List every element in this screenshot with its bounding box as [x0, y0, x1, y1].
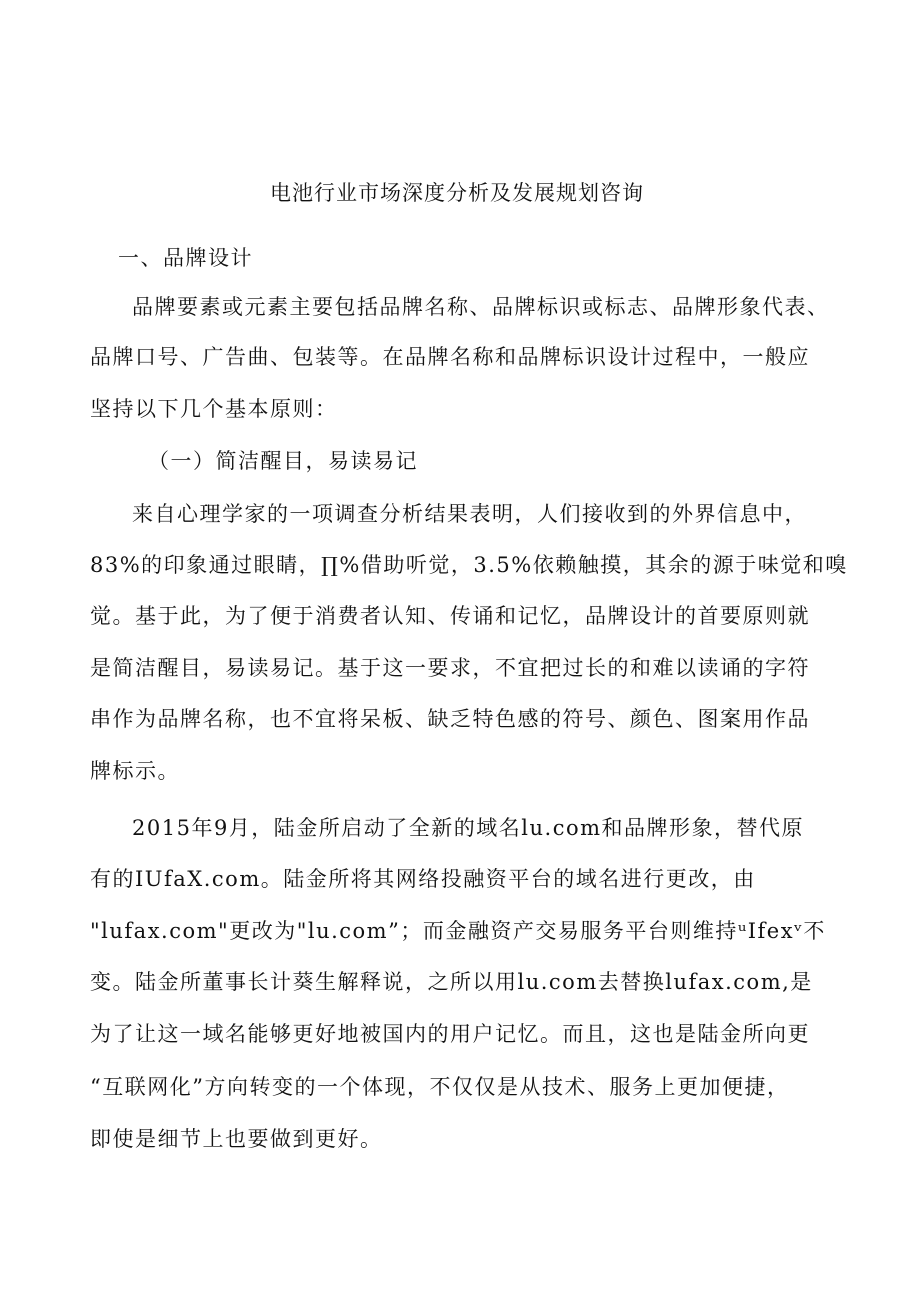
subheading: （一）简洁醒目，易读易记 — [148, 449, 418, 473]
paragraph-line: 串作为品牌名称，也不宜将呆板、缺乏特色感的符号、颜色、图案用作品 — [90, 707, 810, 731]
paragraph-line: 2015年9月，陆金所启动了全新的域名lu.com和品牌形象，替代原 — [132, 816, 805, 840]
paragraph-line: 品牌口号、广告曲、包装等。在品牌名称和品牌标识设计过程中，一般应 — [90, 345, 810, 369]
paragraph-line: 83%的印象通过眼睛，∏%借助听觉，3.5%依赖触摸，其余的源于味觉和嗅 — [90, 553, 848, 577]
section-heading: 一、品牌设计 — [118, 246, 253, 270]
paragraph-line: 即使是细节上也要做到更好。 — [90, 1127, 383, 1151]
paragraph-line: 坚持以下几个基本原则： — [90, 397, 338, 421]
paragraph-line: 牌标示。 — [90, 759, 180, 783]
paragraph-line: 是简洁醒目，易读易记。基于这一要求，不宜把过长的和难以读诵的字符 — [90, 656, 810, 680]
document-title: 电池行业市场深度分析及发展规划咨询 — [270, 181, 644, 205]
paragraph-line: 来自心理学家的一项调查分析结果表明，人们接收到的外界信息中， — [132, 502, 807, 526]
paragraph-line: 品牌要素或元素主要包括品牌名称、品牌标识或标志、品牌形象代表、 — [132, 295, 830, 319]
paragraph-line: 有的IUfaX.com。陆金所将其网络投融资平台的域名进行更改，由 — [90, 867, 756, 891]
paragraph-line: 觉。基于此，为了便于消费者认知、传诵和记忆，品牌设计的首要原则就 — [90, 604, 810, 628]
paragraph-line: 为了让这一域名能够更好地被国内的用户记忆。而且，这也是陆金所向更 — [90, 1022, 810, 1046]
paragraph-line: “互联网化”方向转变的一个体现，不仅仅是从技术、服务上更加便捷， — [90, 1075, 790, 1099]
paragraph-line: "lufax.com"更改为"lu.com”；而金融资产交易服务平台则维持ᵘIfexᵛ不 — [90, 919, 826, 943]
paragraph-line: 变。陆金所董事长计葵生解释说，之所以用lu.com去替换lufax.com,是 — [90, 970, 813, 994]
